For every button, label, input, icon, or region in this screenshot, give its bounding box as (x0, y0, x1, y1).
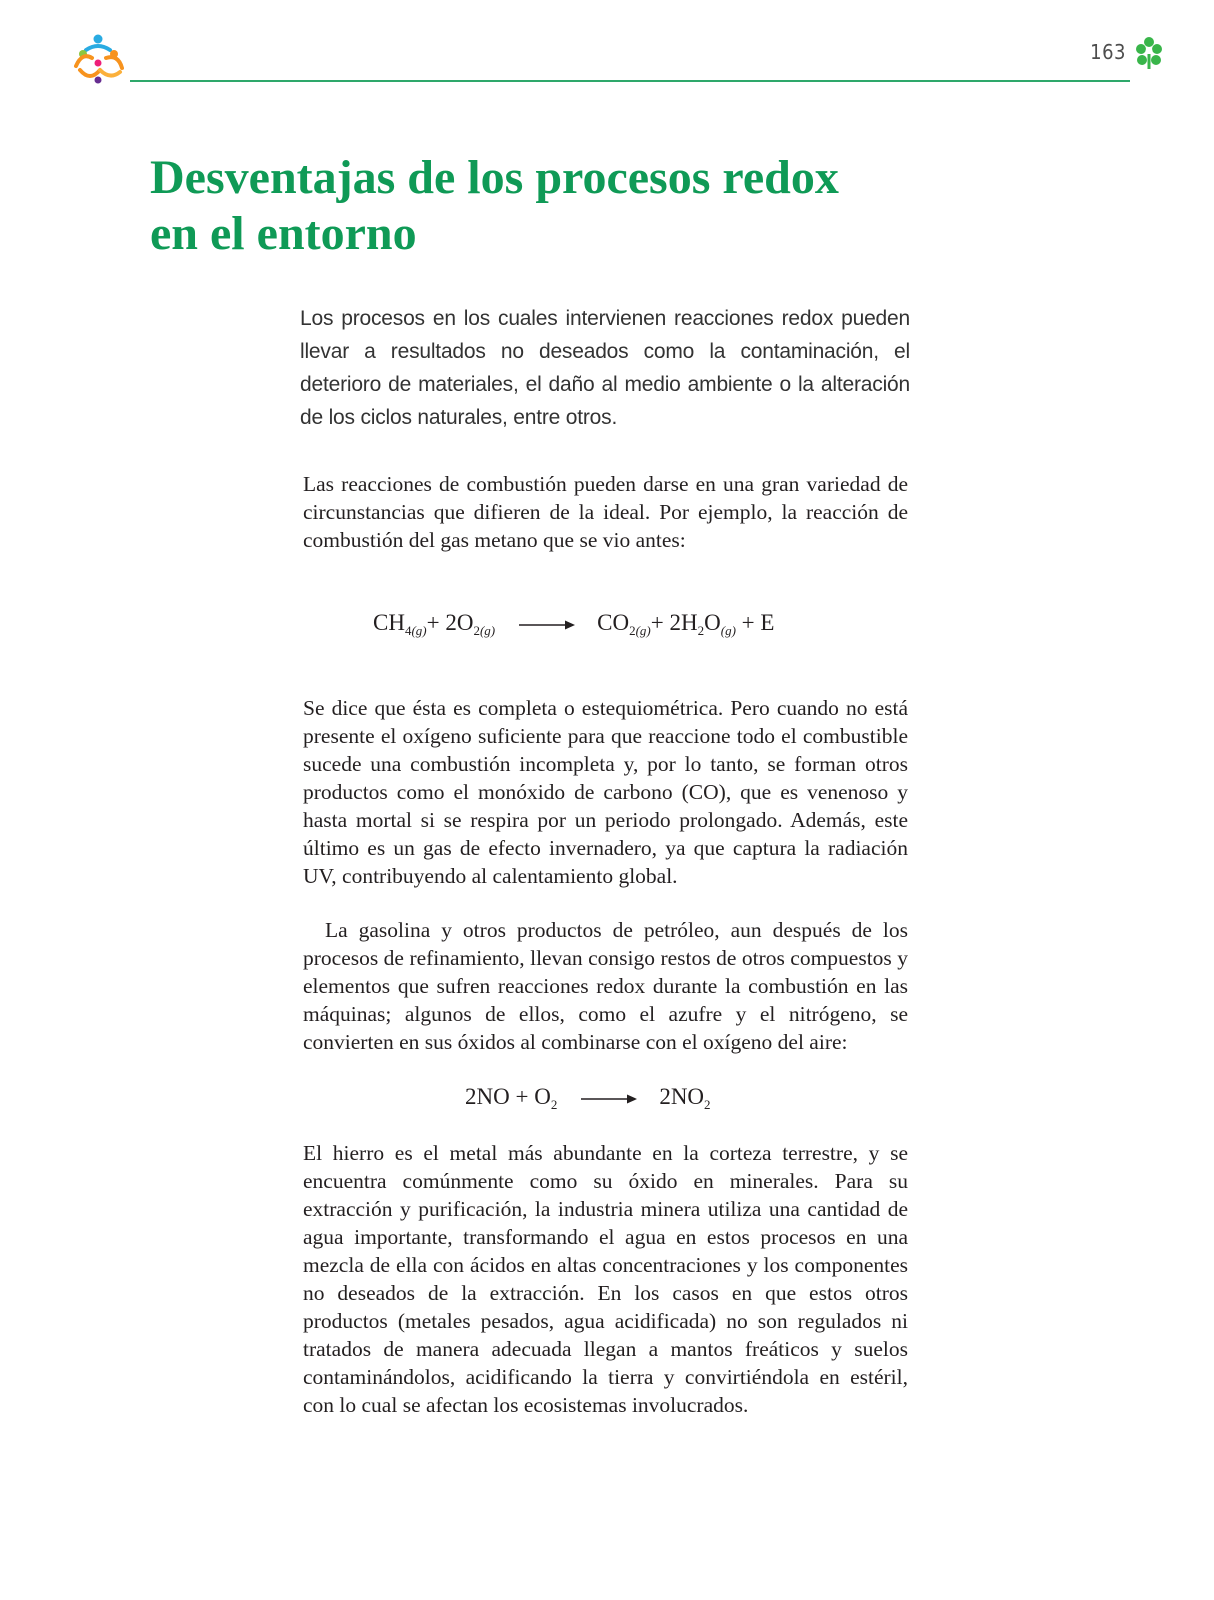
eq2-term: 2NO + O (465, 1084, 551, 1109)
eq2-sub: 2 (550, 1097, 558, 1112)
paragraph-gasoline: La gasolina y otros productos de petróleo, aun después de los procesos de refinamiento, llevan consigo restos de otros compuestos y elementos que sufren reacciones redox durante la combustión en las máquinas; algunos de ellos, como el azufre y el nitrógeno, se convierten en sus óxidos al combinarse con el oxígeno del aire: (303, 918, 908, 1054)
title-line-2: en el entorno (150, 207, 417, 260)
equation-methane-combustion (373, 608, 774, 646)
paragraph-incomplete-combustion: Se dice que ésta es completa o estequiométrica. Pero cuando no está presente el oxígeno suficiente para que reaccione todo el combustible sucede una combustión incompleta y, por lo tanto, se forman otros productos como el monóxido de carbono (CO), que es venenoso y hasta mortal si se respira por un periodo prolongado. Además, este último es un gas de efecto invernadero, ya que captura la radiación UV, contribuyendo al calentamiento global. (303, 696, 908, 888)
equation-nitrogen-oxide (465, 1082, 711, 1120)
eq1-sub: 2 (473, 623, 480, 638)
eq1-term: CH (373, 610, 405, 635)
eq1-state: (g) (479, 623, 496, 638)
eq1-state: (g) (720, 623, 736, 638)
eq1-sub: 4 (404, 623, 412, 638)
eq1-term: + 2O (426, 610, 474, 635)
decorative-figure-logo-icon (72, 30, 128, 86)
page-number: 163 (1090, 40, 1126, 64)
eq1-sub: 2 (697, 623, 705, 638)
eq2-term: 2NO (659, 1084, 705, 1109)
page-title (150, 150, 1050, 262)
title-line-1: Desventajas de los procesos redox (150, 151, 839, 204)
eq1-state: (g) (635, 623, 651, 638)
eq1-term: CO (597, 610, 630, 635)
eq1-term: + 2H (650, 610, 698, 635)
eq1-state: (g) (411, 623, 427, 638)
reaction-arrow-icon (519, 619, 575, 631)
reaction-arrow-icon (581, 1093, 637, 1105)
paragraph-iron-mining: El hierro es el metal más abundante en la corteza terrestre, y se encuentra comúnmente como su óxido en minerales. Para su extracción y purificación, la industria minera utiliza una cantidad de agua importante, transformando el agua en estos procesos en una mezcla de ella con ácidos en altas concentraciones y los componentes no deseados de la extracción. En los casos en que estos otros productos (metales pesados, agua acidificada) no son regulados ni tratados de manera adecuada llegan a mantos freáticos y suelos contaminándolos, acidificando la tierra y convirtiéndola en estéril, con lo cual se afectan los ecosistemas involucrados. (303, 1141, 908, 1417)
flower-ornament-icon (1134, 36, 1164, 70)
intro-paragraph: Los procesos en los cuales intervienen reacciones redox pueden llevar a resultados no deseados como la contaminación, el deterioro de materiales, el daño al medio ambiente o la alteración de los ciclos naturales, entre otros. (300, 307, 910, 429)
eq1-sub: 2 (629, 623, 636, 638)
eq1-term: + E (741, 610, 775, 635)
paragraph-combustion: Las reacciones de combustión pueden darse en una gran variedad de circunstancias que difieren de la ideal. Por ejemplo, la reacción de combustión del gas metano que se vio antes: (303, 472, 908, 552)
eq2-sub: 2 (704, 1097, 711, 1112)
eq1-term: O (704, 610, 721, 635)
header-rule (130, 80, 1130, 82)
